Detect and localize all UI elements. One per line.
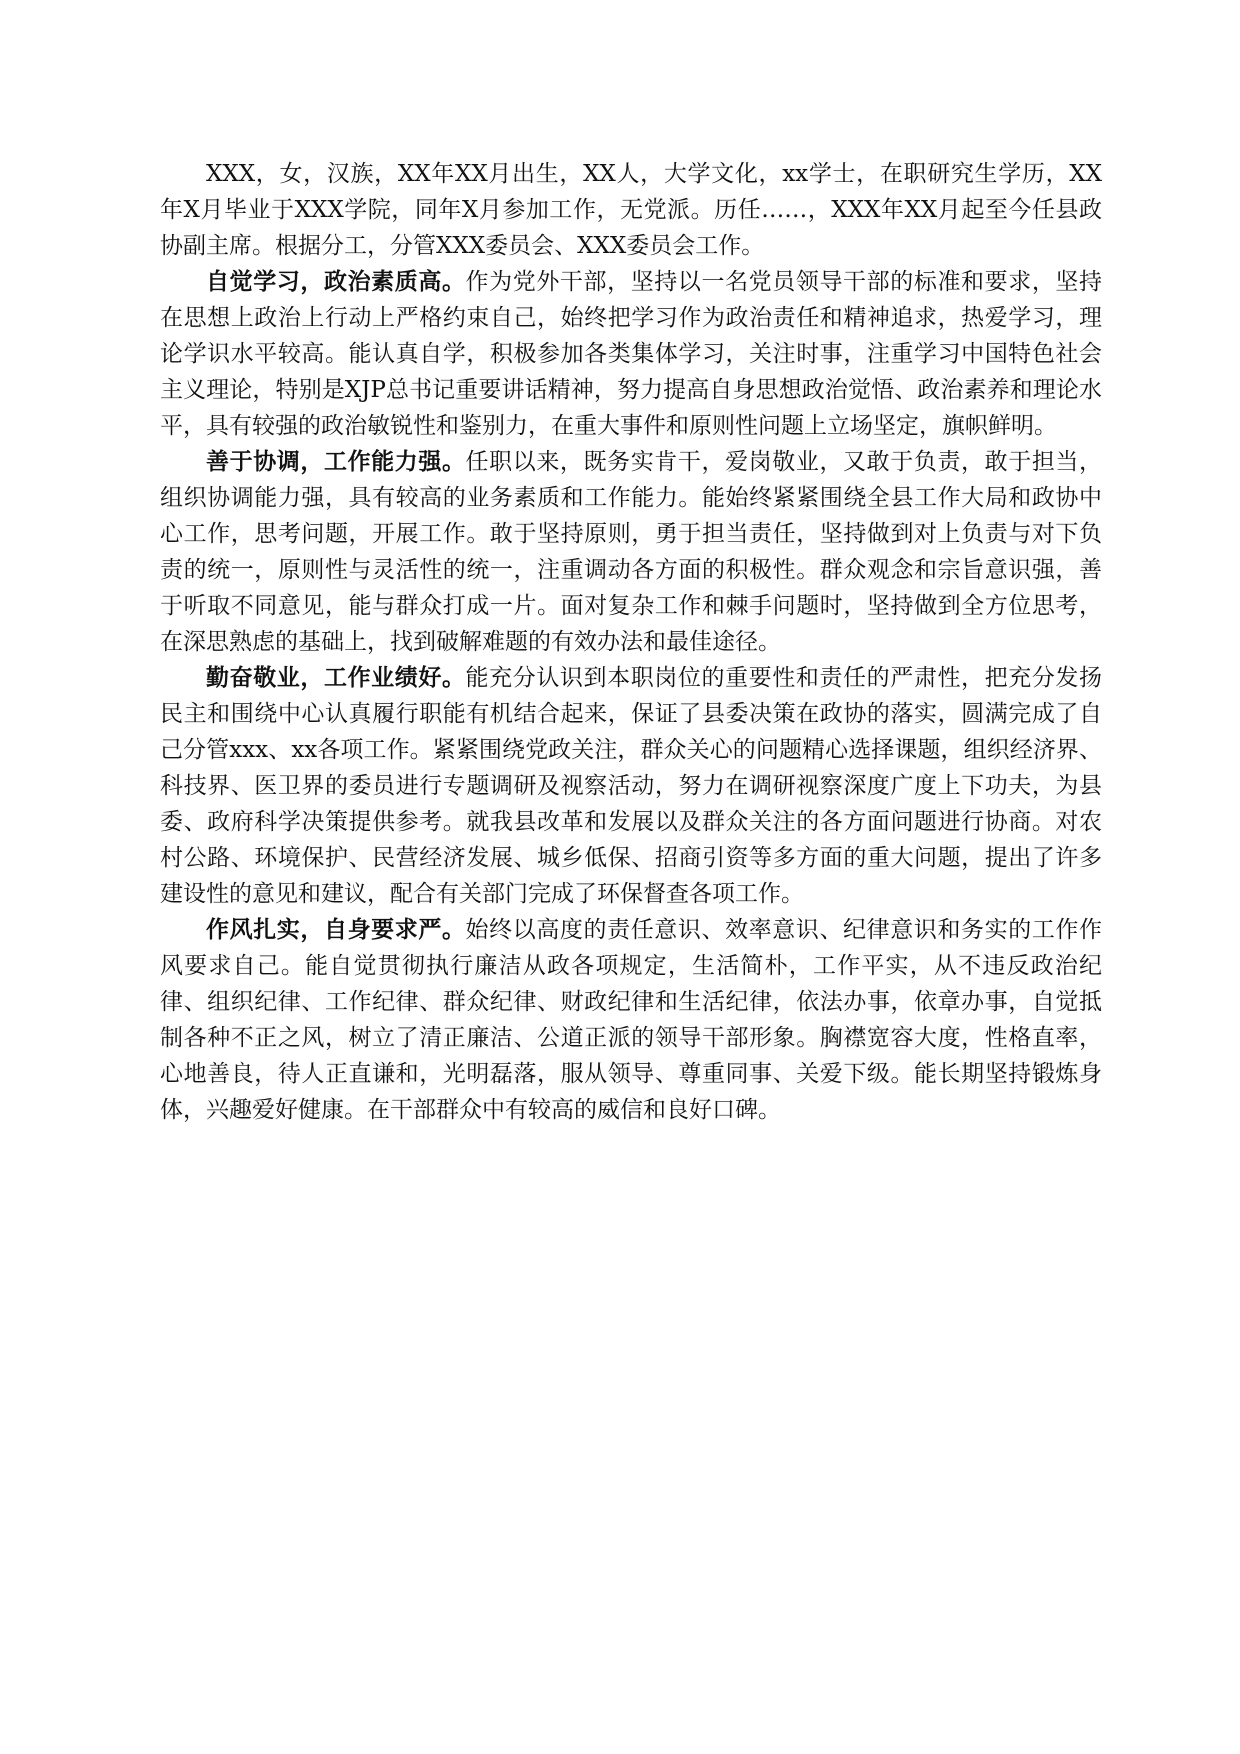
paragraph-performance bbox=[160, 660, 1102, 912]
paragraph-lead: 作风扎实，自身要求严。 bbox=[206, 916, 466, 943]
paragraph-text: 能充分认识到本职岗位的重要性和责任的严肃性，把充分发扬民主和围绕中心认真履行职能有机结合起来，保证了县委决策在政协的落实，圆满完成了自己分管xxx、xx各项工作。紧紧围绕党政关注，群众关心的问题精心选择课题，组织经济界、科技界、医卫界的委员进行专题调研及视察活动，努力在调研视察深度广度上下功夫，为县委、政府科学决策提供参考。就我县改革和发展以及群众关注的各方面问题进行协商。对农村公路、环境保护、民营经济发展、城乡低保、招商引资等多方面的重大问题，提出了许多建设性的意见和建议，配合有关部门完成了环保督查各项工作。 bbox=[160, 665, 1103, 907]
paragraph-lead: 自觉学习，政治素质高。 bbox=[206, 268, 466, 295]
paragraph-lead: 善于协调，工作能力强。 bbox=[206, 448, 466, 475]
paragraph-text: 作为党外干部，坚持以一名党员领导干部的标准和要求，坚持在思想上政治上行动上严格约束自己，始终把学习作为政治责任和精神追求，热爱学习，理论学识水平较高。能认真自学，积极参加各类集体学习，关注时事，注重学习中国特色社会主义理论，特别是XJP总书记重要讲话精神，努力提高自身思想政治觉悟、政治素养和理论水平，具有较强的政治敏锐性和鉴别力，在重大事件和原则性问题上立场坚定，旗帜鲜明。 bbox=[160, 269, 1103, 439]
paragraph-text: 始终以高度的责任意识、效率意识、纪律意识和务实的工作作风要求自己。能自觉贯彻执行廉洁从政各项规定，生活简朴，工作平实，从不违反政治纪律、组织纪律、工作纪律、群众纪律、财政纪律和生活纪律，依法办事，依章办事，自觉抵制各种不正之风，树立了清正廉洁、公道正派的领导干部形象。胸襟宽容大度，性格直率，心地善良，待人正直谦和，光明磊落，服从领导、尊重同事、关爱下级。能长期坚持锻炼身体，兴趣爱好健康。在干部群众中有较高的威信和良好口碑。 bbox=[160, 917, 1103, 1123]
paragraph-lead: 勤奋敬业，工作业绩好。 bbox=[206, 664, 466, 691]
paragraph-text: XXX，女，汉族，XX年XX月出生，XX人，大学文化，xx学士，在职研究生学历，XX年X月毕业于XXX学院，同年X月参加工作，无党派。历任……，XXX年XX月起至今任县政协副主席。根据分工，分管XXX委员会、XXX委员会工作。 bbox=[160, 161, 1102, 259]
paragraph-profile bbox=[160, 156, 1102, 264]
paragraph-text: 任职以来，既务实肯干，爱岗敬业，又敢于负责，敢于担当，组织协调能力强，具有较高的业务素质和工作能力。能始终紧紧围绕全县工作大局和政协中心工作，思考问题，开展工作。敢于坚持原则，勇于担当责任，坚持做到对上负责与对下负责的统一，原则性与灵活性的统一，注重调动各方面的积极性。群众观念和宗旨意识强，善于听取不同意见，能与群众打成一片。面对复杂工作和棘手问题时，坚持做到全方位思考，在深思熟虑的基础上，找到破解难题的有效办法和最佳途径。 bbox=[160, 449, 1103, 655]
paragraph-study bbox=[160, 264, 1102, 444]
paragraph-coordination bbox=[160, 444, 1102, 660]
document-body bbox=[160, 156, 1102, 1128]
paragraph-conduct bbox=[160, 912, 1102, 1128]
